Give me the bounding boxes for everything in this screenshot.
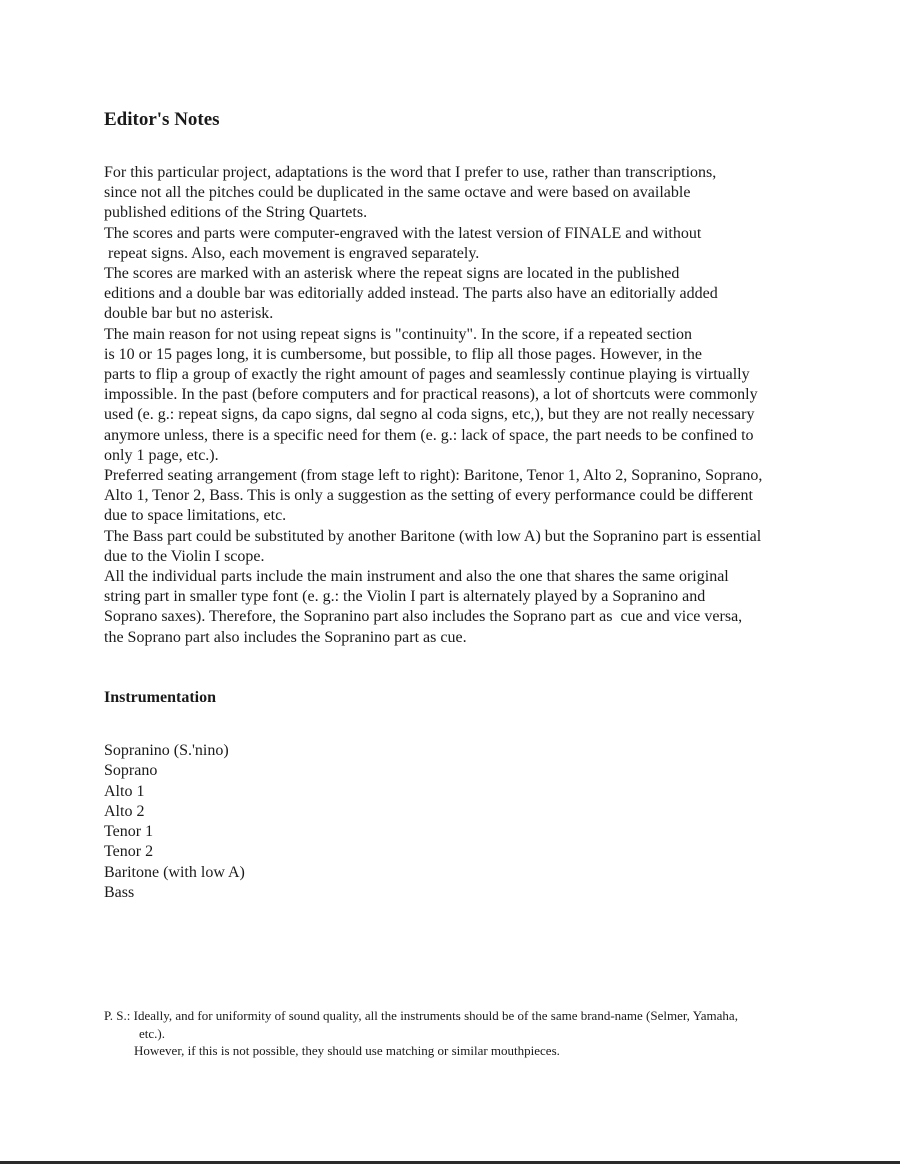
body-line: For this particular project, adaptations is the word that I prefer to use, rather than transcriptions, bbox=[104, 164, 717, 181]
postscript-line: However, if this is not possible, they should use matching or similar mouthpieces. bbox=[134, 1043, 560, 1058]
body-line: All the individual parts include the main instrument and also the one that shares the same original bbox=[104, 568, 729, 586]
body-line: The Bass part could be substituted by another Baritone (with low A) but the Sopranino part is essential bbox=[104, 527, 762, 545]
body-line: The scores are marked with an asterisk where the repeat signs are located in the published bbox=[104, 265, 680, 283]
editors-notes-heading: Editor's Notes bbox=[104, 109, 220, 130]
instrument-item: Alto 2 bbox=[104, 802, 145, 820]
body-line: Preferred seating arrangement (from stage left to right): Baritone, Tenor 1, Alto 2, Sopranino, Soprano, bbox=[104, 467, 763, 485]
instrument-item: Bass bbox=[104, 884, 135, 902]
body-line: since not all the pitches could be duplicated in the same octave and were based on available bbox=[104, 184, 691, 202]
postscript-line: P. S.: Ideally, and for uniformity of sound quality, all the instruments should be of the same brand-name (Selmer, Yamaha, bbox=[104, 1008, 738, 1023]
body-line: double bar but no asterisk. bbox=[104, 305, 274, 323]
body-line: Alto 1, Tenor 2, Bass. This is only a suggestion as the setting of every performance could be different bbox=[104, 487, 753, 505]
instrument-item: Sopranino (S.'nino) bbox=[104, 742, 229, 759]
body-line: repeat signs. Also, each movement is engraved separately. bbox=[104, 244, 480, 262]
body-line: string part in smaller type font (e. g.: the Violin I part is alternately played by a Sopranino and bbox=[104, 588, 706, 606]
body-line: the Soprano part also includes the Sopranino part as cue. bbox=[104, 628, 467, 646]
body-line: due to the Violin I scope. bbox=[104, 547, 265, 565]
instrument-item: Soprano bbox=[104, 762, 158, 780]
body-line: Soprano saxes). Therefore, the Sopranino part also includes the Soprano part as cue and vice versa, bbox=[104, 608, 743, 626]
body-line: only 1 page, etc.). bbox=[104, 446, 219, 464]
body-line: used (e. g.: repeat signs, da capo signs, dal segno al coda signs, etc,), but they are not really necessary bbox=[104, 406, 755, 424]
body-line: due to space limitations, etc. bbox=[104, 507, 287, 525]
body-line: is 10 or 15 pages long, it is cumbersome, but possible, to flip all those pages. However, in the bbox=[104, 345, 702, 363]
instrument-item: Tenor 1 bbox=[104, 823, 154, 841]
postscript-note bbox=[104, 1007, 844, 1060]
instrument-item: Baritone (with low A) bbox=[104, 863, 245, 881]
body-line: The main reason for not using repeat signs is "continuity". In the score, if a repeated section bbox=[104, 325, 692, 343]
instrumentation-heading: Instrumentation bbox=[104, 689, 217, 706]
body-line: The scores and parts were computer-engraved with the latest version of FINALE and without bbox=[104, 224, 702, 242]
body-line: editions and a double bar was editorially added instead. The parts also have an editorially added bbox=[104, 285, 718, 303]
body-line: published editions of the String Quartets. bbox=[104, 204, 368, 222]
postscript-line: etc.). bbox=[139, 1025, 165, 1041]
instrument-item: Tenor 2 bbox=[104, 843, 154, 861]
body-line: anymore unless, there is a specific need for them (e. g.: lack of space, the part needs to be confined to bbox=[104, 426, 754, 444]
body-line: parts to flip a group of exactly the right amount of pages and seamlessly continue playing is virtually bbox=[104, 366, 750, 384]
editors-notes-body bbox=[104, 163, 864, 648]
body-line: impossible. In the past (before computers and for practical reasons), a lot of shortcuts were commonly bbox=[104, 386, 758, 404]
instrument-item: Alto 1 bbox=[104, 782, 145, 800]
instrumentation-list bbox=[104, 741, 245, 903]
